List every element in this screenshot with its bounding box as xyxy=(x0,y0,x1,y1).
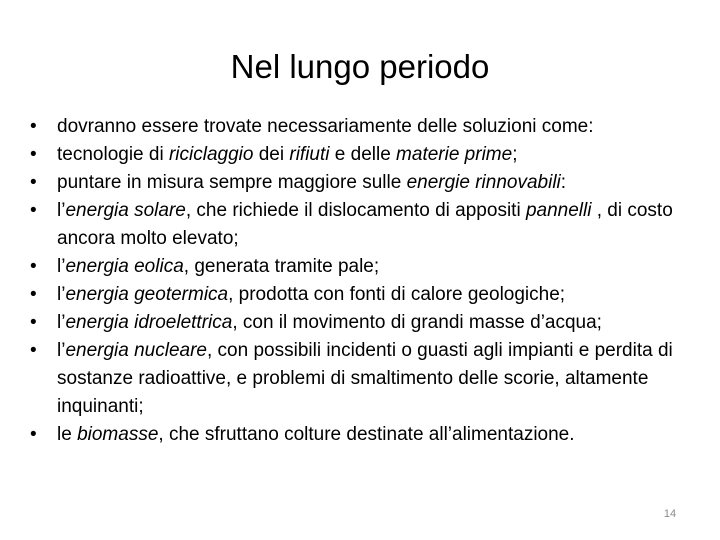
bullet-dot: • xyxy=(30,340,37,361)
bullet-segment: le xyxy=(57,424,78,445)
bullet-emphasis: energia geotermica xyxy=(65,284,229,305)
bullet-item xyxy=(30,309,715,337)
bullet-item xyxy=(30,113,715,141)
bullet-segment: puntare in misura sempre maggiore sulle xyxy=(57,172,407,193)
bullet-segment: , prodotta con fonti di calore geologiche; xyxy=(228,284,566,305)
bullet-emphasis: biomasse xyxy=(77,424,159,445)
bullet-text xyxy=(57,172,566,193)
bullet-segment: l’ xyxy=(57,256,66,277)
bullet-emphasis: energia idroelettrica xyxy=(65,312,233,333)
bullet-dot: • xyxy=(30,172,37,193)
bullet-text xyxy=(57,144,517,165)
bullet-emphasis: riciclaggio xyxy=(168,144,254,165)
bullet-segment: dei xyxy=(253,144,290,165)
bullet-dot: • xyxy=(30,144,37,165)
bullet-emphasis: energia solare xyxy=(65,200,186,221)
bullet-item xyxy=(30,141,715,169)
page-number: 14 xyxy=(663,508,677,520)
bullet-segment: , che richiede il dislocamento di appositi xyxy=(185,200,526,221)
bullet-text xyxy=(57,424,575,445)
bullet-dot: • xyxy=(30,284,37,305)
bullet-text xyxy=(57,116,594,137)
bullet-emphasis: pannelli xyxy=(525,200,592,221)
bullet-item xyxy=(30,281,715,309)
bullet-emphasis: rifiuti xyxy=(289,144,330,165)
bullet-item xyxy=(30,421,715,449)
bullet-emphasis: energia eolica xyxy=(65,256,184,277)
bullet-segment: ; xyxy=(512,144,518,165)
bullet-dot: • xyxy=(30,424,37,445)
bullet-dot: • xyxy=(30,116,37,137)
bullet-text xyxy=(57,284,565,305)
bullet-emphasis: energie rinnovabili xyxy=(406,172,561,193)
bullet-segment: l’ xyxy=(57,284,66,305)
bullet-dot: • xyxy=(30,312,37,333)
bullet-emphasis: energia nucleare xyxy=(65,340,207,361)
bullet-segment: l’ xyxy=(57,340,66,361)
bullet-text xyxy=(57,200,673,249)
bullet-segment: , che sfruttano colture destinate all’alimentazione. xyxy=(158,424,575,445)
bullet-segment: : xyxy=(560,172,567,193)
bullet-text xyxy=(57,312,602,333)
bullet-text xyxy=(57,340,673,417)
bullet-segment: , con possibili incidenti o guasti agli impianti e perdita di sostanze radioattive, e problemi di smaltimento delle scorie, altamente inquinanti; xyxy=(57,340,673,417)
bullet-item xyxy=(30,197,715,253)
bullet-segment: , di costo ancora molto elevato; xyxy=(57,200,673,249)
bullet-segment: l’ xyxy=(57,312,66,333)
bullet-segment: tecnologie di xyxy=(57,144,169,165)
bullet-segment: e delle xyxy=(329,144,397,165)
bullet-text xyxy=(57,256,379,277)
slide-title: Nel lungo periodo xyxy=(230,48,490,85)
bullet-dot: • xyxy=(30,256,37,277)
bullet-item xyxy=(30,253,715,281)
bullet-segment: dovranno essere trovate necessariamente delle soluzioni come: xyxy=(57,116,594,137)
bullet-item xyxy=(30,337,715,421)
bullet-dot: • xyxy=(30,200,37,221)
bullet-segment: , generata tramite pale; xyxy=(183,256,380,277)
bullet-list xyxy=(30,113,715,449)
bullet-segment: l’ xyxy=(57,200,66,221)
bullet-segment: , con il movimento di grandi masse d’acqua; xyxy=(232,312,602,333)
bullet-emphasis: materie prime xyxy=(396,144,513,165)
bullet-item xyxy=(30,169,715,197)
